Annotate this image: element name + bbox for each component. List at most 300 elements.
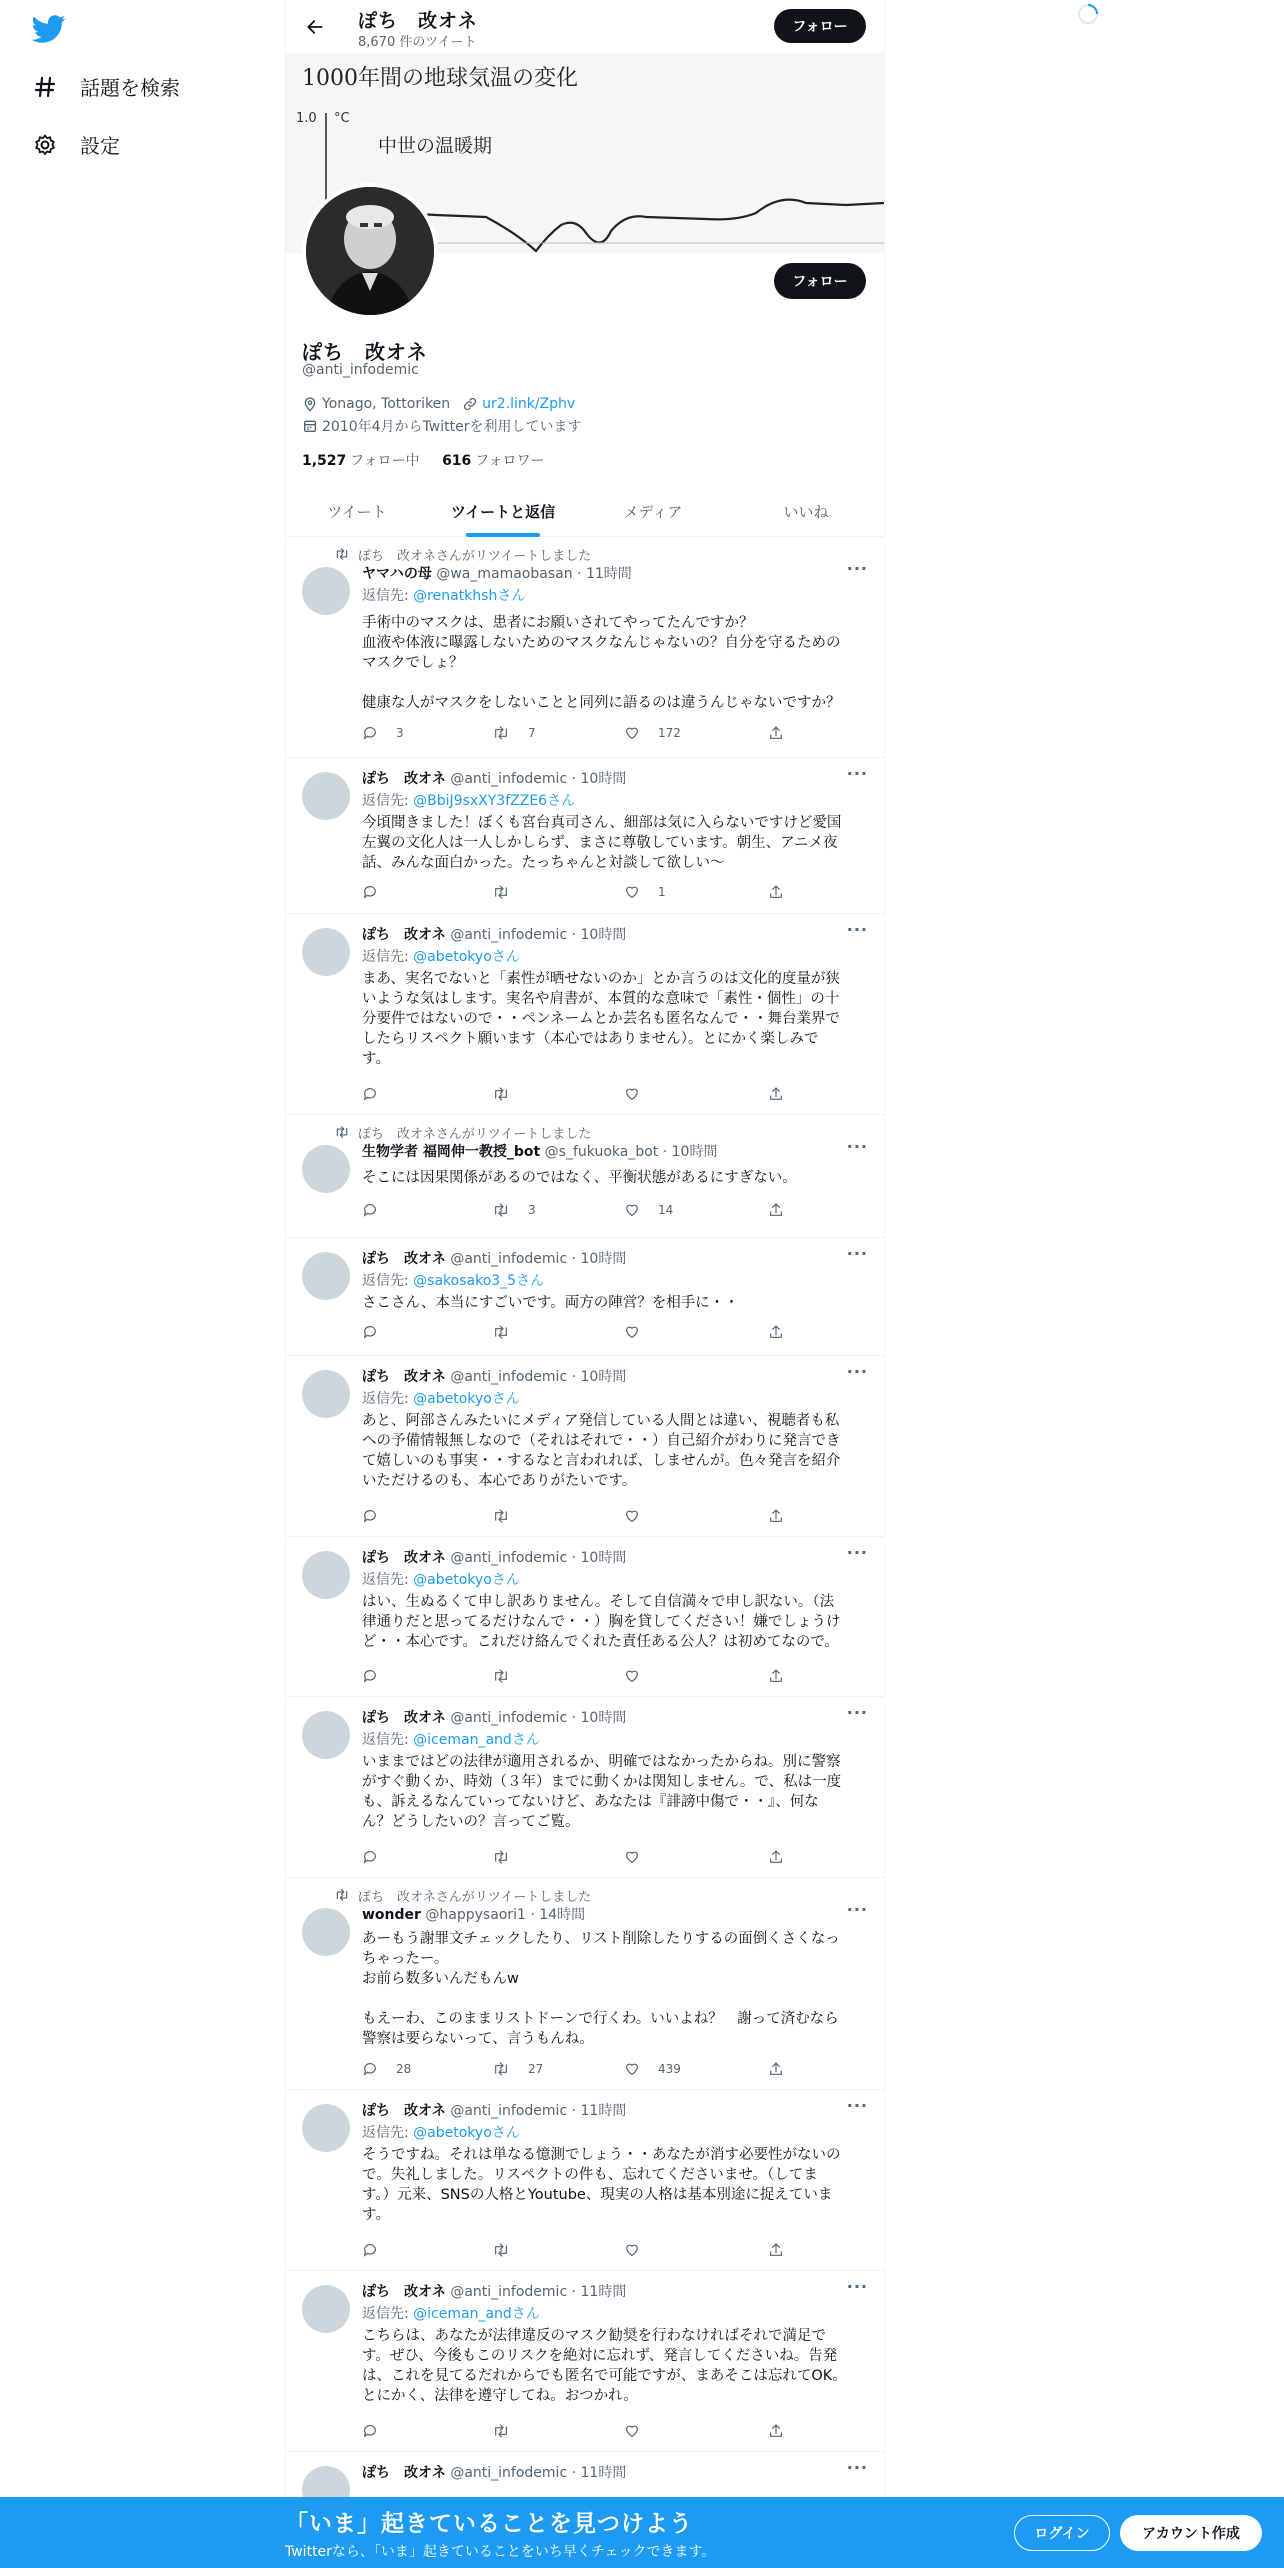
share-button[interactable] [768, 1324, 792, 1340]
like-count: 439 [658, 2062, 681, 2076]
banner-title: 1000年間の地球気温の変化 [302, 66, 578, 91]
reply-to-line [362, 2122, 520, 2142]
reply-to-handle[interactable]: @iceman_and [413, 2306, 512, 2322]
tweet-dot: · [525, 1907, 540, 1923]
back-arrow-icon[interactable] [300, 12, 330, 42]
profile-location: Yonago, Tottoriken [322, 396, 451, 412]
tweet-text: はい、生ぬるくて申し訳ありません。そして自信満々で申し訳ない。（法 律通りだと思ってるだけなんで・・）胸を貸してください！嫌でしょうけ ど・・本心です。これだけ絡んでくれた責任ある公人？は初めてなので。 [362, 1594, 841, 1650]
tweet-time[interactable]: 11時間 [580, 2284, 627, 2300]
tweet-time[interactable]: 10時間 [580, 927, 627, 943]
tweet-author-name[interactable]: ぽち 改オネ [362, 1369, 446, 1385]
more-options-icon[interactable]: ··· [846, 2458, 868, 2477]
tweet-avatar[interactable] [302, 1551, 350, 1599]
followers-count: 616 [442, 453, 472, 469]
tweet-text: まあ、実名でないと「素性が晒せないのか」とか言うのは文化的度量が狭 いような気はします。実名や肩書が、本質的な意味で「素性・個性」の十 分要件ではないので・・ペンネームとか芸名も匿名なんで・・舞台業界で したらリスペクト願います（本心ではありません）。とにかく楽しみで す。 [362, 971, 841, 1067]
share-icon [768, 1202, 792, 1218]
reply-prefix: 返信先: [362, 1572, 414, 1588]
reply-to-handle[interactable]: @sakosako3_5 [413, 1273, 517, 1289]
signup-bottom-bar [0, 2497, 1284, 2568]
reply-suffix: さん [511, 1732, 540, 1748]
heart-icon [624, 1668, 648, 1684]
tweet-author-handle[interactable]: @anti_infodemic [450, 1251, 568, 1267]
followers-link[interactable] [442, 453, 545, 469]
more-options-icon[interactable]: ··· [846, 764, 868, 783]
reply-to-handle[interactable]: @iceman_and [413, 1732, 512, 1748]
tweet-author-name[interactable]: ぽち 改オネ [362, 2284, 446, 2300]
reply-icon [362, 1668, 386, 1684]
tweet-header [362, 1366, 626, 1386]
reply-to-line [362, 1270, 544, 1290]
tweet-actions [362, 1668, 802, 1688]
tweet-author-handle[interactable]: @anti_infodemic [450, 1550, 568, 1566]
retweet-button[interactable] [492, 1086, 528, 1102]
like-button[interactable] [624, 1849, 658, 1865]
reply-button[interactable] [362, 884, 396, 900]
tweet-item[interactable] [286, 758, 884, 914]
reply-button[interactable] [362, 725, 404, 741]
reply-suffix: さん [511, 2306, 540, 2322]
tweet-author-handle[interactable]: @happysaori1 [425, 1907, 526, 1923]
bottom-bar-subtitle: Twitterなら、「いま」起きていることをいち早くチェックできます。 [285, 2544, 716, 2560]
reply-icon [362, 1202, 386, 1218]
tweet-item[interactable] [286, 1356, 884, 1537]
retweet-button[interactable] [492, 1849, 528, 1865]
like-button[interactable] [624, 1086, 658, 1102]
tweet-author-handle[interactable]: @s_fukuoka_bot [544, 1144, 659, 1160]
more-options-icon[interactable]: ··· [846, 1137, 868, 1156]
retweet-count: 7 [528, 726, 536, 740]
profile-meta-row [302, 396, 575, 412]
tweet-text: こちらは、あなたが法律違反のマスク勧奨を行わなければそれで満足で す。ぜひ、今後もこのリスクを絶対に忘れず、発言してくださいね。告発 は、これを見てるだれからでも匿名で可能ですが、まあそこは忘れてOK。 とにかく、法律を遵守してね。おつかれ。 [362, 2328, 847, 2404]
reply-to-line [362, 946, 520, 966]
hashtag-icon [32, 74, 58, 100]
tweet-time[interactable]: 10時間 [580, 1251, 627, 1267]
share-icon [768, 2242, 792, 2258]
retweet-small-icon [334, 1888, 350, 1904]
share-button[interactable] [768, 725, 792, 741]
reply-count: 28 [396, 2062, 412, 2076]
tweet-header [362, 1547, 626, 1567]
tab-label: ツイート [327, 502, 387, 521]
tab-media[interactable] [578, 485, 728, 537]
banner-annotation: 中世の温暖期 [378, 135, 493, 157]
tweet-header [362, 563, 632, 583]
retweet-small-icon [334, 1125, 350, 1141]
tweet-text: さこさん、本当にすごいです。両方の陣営？を相手に・・ [362, 1295, 739, 1311]
like-button[interactable] [624, 884, 666, 900]
tweet-item[interactable] [286, 2090, 884, 2271]
tweet-text: 今頃聞きました！ぼくも宮台真司さん、細部は気に入らないですけど愛国 左翼の文化人は一人しかしらず、まさに尊敬しています。朝生、アニメ夜 話、みんな面白かった。たっちゃんと対談して欲しい～ [362, 815, 842, 871]
heart-icon [624, 1849, 648, 1865]
login-button[interactable]: ログイン [1014, 2515, 1110, 2551]
reply-suffix: さん [491, 949, 520, 965]
tab-label: いいね [783, 502, 829, 521]
retweet-icon [492, 2061, 518, 2077]
retweet-count: 3 [528, 1203, 536, 1217]
retweet-icon [492, 1849, 518, 1865]
more-options-icon[interactable]: ··· [846, 1362, 868, 1381]
more-options-icon[interactable]: ··· [846, 1244, 868, 1263]
share-icon [768, 1668, 792, 1684]
share-icon [768, 1086, 792, 1102]
heart-icon [624, 1324, 648, 1340]
tab-tweets-and-replies[interactable] [428, 485, 578, 537]
tweet-dot: · [567, 2103, 581, 2119]
tweet-dot: · [567, 1369, 581, 1385]
tweet-author-name[interactable]: ぽち 改オネ [362, 2103, 446, 2119]
profile-follow-stats [302, 450, 545, 470]
retweet-button[interactable] [492, 2242, 528, 2258]
reply-to-line [362, 585, 525, 605]
profile-avatar[interactable] [302, 183, 438, 319]
tweet-actions [362, 1202, 802, 1222]
reply-icon [362, 2242, 386, 2258]
tweet-author-handle[interactable]: @anti_infodemic [450, 1369, 568, 1385]
twitter-logo-icon[interactable] [32, 12, 66, 46]
tweet-avatar[interactable] [302, 1711, 350, 1759]
tweet-author-handle[interactable]: @anti_infodemic [450, 1710, 568, 1726]
tweet-author-name[interactable]: ぽち 改オネ [362, 927, 446, 943]
tweet-item[interactable] [286, 914, 884, 1115]
tweet-time[interactable]: 11時間 [585, 566, 632, 582]
tweet-dot: · [658, 1144, 672, 1160]
reply-button[interactable] [362, 2423, 396, 2439]
share-button[interactable] [768, 1668, 792, 1684]
tab-likes[interactable] [728, 485, 884, 537]
heart-icon [624, 2061, 648, 2077]
reply-icon [362, 1849, 386, 1865]
share-button[interactable] [768, 2242, 792, 2258]
tweet-item[interactable] [286, 2271, 884, 2452]
profile-name: ぽち 改オネ [302, 340, 428, 364]
tweet-actions [362, 1849, 802, 1869]
share-icon [768, 1324, 792, 1340]
more-options-icon[interactable]: ··· [846, 920, 868, 939]
more-options-icon[interactable]: ··· [846, 2277, 868, 2296]
retweet-icon [492, 1508, 518, 1524]
reply-to-line [362, 1569, 520, 1589]
like-button[interactable] [624, 725, 681, 741]
tweet-item[interactable] [286, 1697, 884, 1878]
reply-prefix: 返信先: [362, 588, 414, 604]
retweet-icon [492, 2423, 518, 2439]
heart-icon [624, 2423, 648, 2439]
tweet-author-name[interactable]: ぽち 改オネ [362, 1550, 446, 1566]
heart-icon [624, 1086, 648, 1102]
reply-suffix: さん [491, 1572, 520, 1588]
reply-button[interactable] [362, 2242, 396, 2258]
share-button[interactable] [768, 1202, 792, 1218]
tweet-item[interactable] [286, 1878, 884, 2090]
share-icon [768, 2061, 792, 2077]
header-tweet-count: 8,670 件のツイート [358, 35, 477, 50]
retweet-small-icon [334, 547, 350, 563]
tweet-time[interactable]: 11時間 [580, 2103, 627, 2119]
tweet-time[interactable]: 10時間 [580, 771, 627, 787]
retweet-button[interactable] [492, 725, 536, 741]
reply-to-line [362, 1729, 540, 1749]
reply-suffix: さん [547, 793, 576, 809]
banner-unit: °C [334, 111, 350, 126]
tweet-avatar[interactable] [302, 567, 350, 615]
like-button[interactable] [624, 2242, 658, 2258]
like-count: 14 [658, 1203, 674, 1217]
reply-to-line [362, 790, 575, 810]
reply-button[interactable] [362, 1668, 396, 1684]
reply-prefix: 返信先: [362, 1732, 414, 1748]
more-options-icon[interactable]: ··· [846, 1543, 868, 1562]
tweet-avatar[interactable] [302, 1252, 350, 1300]
sidebar-item-explore[interactable] [32, 72, 180, 101]
sidebar-item-settings[interactable] [32, 130, 120, 159]
tweet-avatar[interactable] [302, 1908, 350, 1956]
reply-prefix: 返信先: [362, 2306, 414, 2322]
tweet-header [362, 1248, 626, 1268]
share-icon [768, 1849, 792, 1865]
tweet-author-handle[interactable]: @anti_infodemic [450, 927, 568, 943]
more-options-icon[interactable]: ··· [846, 2096, 868, 2115]
tweet-time[interactable]: 10時間 [580, 1369, 627, 1385]
reply-to-line [362, 1388, 520, 1408]
tweet-item[interactable] [286, 1537, 884, 1697]
tweet-author-name[interactable]: ぽち 改オネ [362, 2465, 446, 2481]
reply-to-handle[interactable]: @BbiJ9sxXY3fZZE6 [413, 793, 548, 809]
heart-icon [624, 1508, 648, 1524]
reply-icon [362, 884, 386, 900]
like-count: 172 [658, 726, 681, 740]
retweet-icon [492, 1086, 518, 1102]
reply-icon [362, 2061, 386, 2077]
heart-icon [624, 884, 648, 900]
tweet-header [362, 768, 626, 788]
reply-suffix: さん [516, 1273, 545, 1289]
retweet-icon [492, 725, 518, 741]
retweet-button[interactable] [492, 1324, 528, 1340]
tweet-avatar[interactable] [302, 1145, 350, 1193]
reply-to-line [362, 2303, 540, 2323]
banner-unit-label: 1.0 [296, 111, 317, 126]
reply-prefix: 返信先: [362, 2125, 414, 2141]
reply-prefix: 返信先: [362, 949, 414, 965]
tweet-item[interactable] [286, 537, 884, 758]
tweet-text: いままではどの法律が適用されるか、明確ではなかったからね。別に警察 がすぐ動くか、時効（３年）までに動くかは関知しません。で、私は一度 も、訴えるなんていってないけど、あなたは『誹謗中傷で・・』、何な ん？どうしたいの？言ってご覧。 [362, 1754, 842, 1830]
profile-joined-row [302, 416, 581, 436]
reply-icon [362, 1324, 386, 1340]
tweet-dot: · [567, 1710, 581, 1726]
tweet-author-handle[interactable]: @wa_mamaobasan [436, 566, 573, 582]
retweet-context [334, 545, 591, 564]
tweet-author-name[interactable]: 生物学者 福岡伸一教授_bot [362, 1144, 541, 1160]
tweet-author-handle[interactable]: @anti_infodemic [450, 771, 568, 787]
reply-icon [362, 1508, 386, 1524]
reply-to-handle[interactable]: @abetokyo [413, 1572, 492, 1588]
more-options-icon[interactable]: ··· [846, 559, 868, 578]
tweet-header [362, 1707, 626, 1727]
reply-prefix: 返信先: [362, 793, 414, 809]
tweet-avatar[interactable] [302, 2104, 350, 2152]
tweet-time[interactable]: 10時間 [580, 1710, 627, 1726]
tweet-item[interactable] [286, 1238, 884, 1356]
tweet-time[interactable]: 10時間 [580, 1550, 627, 1566]
retweet-icon [492, 1324, 518, 1340]
profile-follow-button[interactable]: フォロー [774, 263, 866, 299]
retweet-icon [492, 1668, 518, 1684]
tab-label: ツイートと返信 [450, 502, 556, 521]
heart-icon [624, 2242, 648, 2258]
tweet-author-handle[interactable]: @anti_infodemic [450, 2465, 568, 2481]
like-count: 1 [658, 885, 666, 899]
like-button[interactable] [624, 1202, 673, 1218]
tweet-actions [362, 884, 802, 904]
retweet-icon [492, 884, 518, 900]
tweet-author-handle[interactable]: @anti_infodemic [450, 2284, 568, 2300]
tweet-avatar[interactable] [302, 772, 350, 820]
tweet-text: そうですね。それは単なる憶測でしょう・・あなたが消す必要性がないの で。失礼しました。リスペクトの件も、忘れてくださいませ。（してま す。）元来、SNSの人格とYoutube、現実の人格は基本別途に捉えていま す。 [362, 2147, 841, 2223]
tweet-header [362, 2462, 626, 2482]
tweet-dot: · [567, 1251, 581, 1267]
share-button[interactable] [768, 1849, 792, 1865]
share-button[interactable] [768, 2061, 792, 2077]
reply-to-handle[interactable]: @abetokyo [413, 949, 492, 965]
tweet-author-name[interactable]: wonder [362, 1907, 421, 1923]
location-pin-icon [302, 396, 318, 412]
reply-button[interactable] [362, 1508, 396, 1524]
header-follow-button[interactable]: フォロー [774, 9, 866, 43]
reply-suffix: さん [491, 2125, 520, 2141]
loading-spinner-icon [1076, 2, 1100, 26]
share-icon [768, 1508, 792, 1524]
reply-button[interactable] [362, 1086, 396, 1102]
reply-count: 3 [396, 726, 404, 740]
more-options-icon[interactable]: ··· [846, 1900, 868, 1919]
share-button[interactable] [768, 1086, 792, 1102]
tweet-dot: · [567, 771, 581, 787]
profile-handle: @anti_infodemic [302, 362, 419, 378]
tweet-header [362, 2281, 626, 2301]
retweeted-by-text: ぽち 改オネさんがリツイートしました [358, 1890, 592, 1905]
like-button[interactable] [624, 1668, 658, 1684]
retweet-button[interactable] [492, 884, 528, 900]
more-options-icon[interactable]: ··· [846, 1703, 868, 1722]
tweet-avatar[interactable] [302, 2285, 350, 2333]
share-button[interactable] [768, 884, 792, 900]
tweet-dot: · [567, 1550, 581, 1566]
tweet-actions [362, 1508, 802, 1528]
retweet-count: 27 [528, 2062, 544, 2076]
retweet-context [334, 1886, 591, 1905]
tweet-actions [362, 1086, 802, 1106]
followers-label: フォロワー [475, 453, 545, 469]
tweet-header [362, 1141, 717, 1161]
tweet-text: そこには因果関係があるのではなく、平衡状態があるにすぎない。 [362, 1170, 797, 1186]
retweet-context [334, 1123, 591, 1142]
reply-to-handle[interactable]: @abetokyo [413, 2125, 492, 2141]
link-icon [462, 396, 478, 412]
heart-icon [624, 1202, 648, 1218]
reply-suffix: さん [491, 1391, 520, 1407]
profile-header-bar [286, 0, 884, 53]
tweet-avatar[interactable] [302, 1370, 350, 1418]
tab-label: メディア [623, 502, 683, 521]
reply-button[interactable] [362, 2061, 411, 2077]
share-button[interactable] [768, 1508, 792, 1524]
tweet-author-name[interactable]: ヤマハの母 [362, 566, 432, 582]
tab-tweets[interactable] [286, 485, 428, 537]
sidebar-item-label: 設定 [80, 134, 120, 158]
reply-prefix: 返信先: [362, 1273, 414, 1289]
tweet-header [362, 1904, 585, 1924]
like-button[interactable] [624, 1324, 658, 1340]
retweet-button[interactable] [492, 1508, 528, 1524]
like-button[interactable] [624, 2423, 658, 2439]
tweet-time[interactable]: 11時間 [580, 2465, 627, 2481]
gear-icon [32, 132, 58, 158]
tweet-dot: · [572, 566, 586, 582]
profile-column [285, 0, 885, 2568]
retweet-button[interactable] [492, 2061, 543, 2077]
reply-to-handle[interactable]: @renatkhsh [413, 588, 498, 604]
tweet-actions [362, 725, 802, 745]
tweet-avatar[interactable] [302, 928, 350, 976]
retweeted-by-text: ぽち 改オネさんがリツイートしました [358, 1127, 592, 1142]
reply-button[interactable] [362, 1849, 396, 1865]
retweet-button[interactable] [492, 2423, 528, 2439]
tweet-item[interactable] [286, 1115, 884, 1238]
reply-prefix: 返信先: [362, 1391, 414, 1407]
reply-to-handle[interactable]: @abetokyo [413, 1391, 492, 1407]
retweeted-by-text: ぽち 改オネさんがリツイートしました [358, 549, 592, 564]
following-count: 1,527 [302, 453, 347, 469]
tweet-time[interactable]: 14時間 [539, 1907, 586, 1923]
retweet-icon [492, 1202, 518, 1218]
reply-icon [362, 1086, 386, 1102]
retweet-button[interactable] [492, 1668, 528, 1684]
tweet-author-name[interactable]: ぽち 改オネ [362, 1710, 446, 1726]
reply-button[interactable] [362, 1202, 396, 1218]
share-icon [768, 884, 792, 900]
sidebar-item-label: 話題を検索 [80, 76, 180, 100]
following-link[interactable] [302, 453, 420, 469]
tweet-header [362, 924, 626, 944]
reply-button[interactable] [362, 1324, 396, 1340]
profile-url-link[interactable]: ur2.link/Zphv [482, 396, 576, 412]
profile-joined-date: 2010年4月からTwitterを利用しています [322, 419, 582, 435]
signup-button[interactable]: アカウント作成 [1120, 2515, 1262, 2551]
tweet-author-name[interactable]: ぽち 改オネ [362, 1251, 446, 1267]
tweet-dot: · [567, 2284, 581, 2300]
following-label: フォロー中 [350, 453, 420, 469]
reply-suffix: さん [497, 588, 526, 604]
tweet-dot: · [567, 927, 581, 943]
like-button[interactable] [624, 1508, 658, 1524]
retweet-button[interactable] [492, 1202, 536, 1218]
tweet-text: あーもう謝罪文チェックしたり、リスト削除したりするの面倒くさくなっ ちゃったー。 お前ら数多いんだもんw もえーわ、このままリストドーンで行くわ。いいよね？ 謝って済むなら 警察は要らないって、言うもんね。 [362, 1931, 840, 2047]
tweet-text: あと、阿部さんみたいにメディア発信している人間とは違い、視聴者も私 への予備情報無しなので（それはそれで・・）自己紹介がわりに発言でき て嬉しいのも事実・・するなと言われれば、しませんが。色々発言を紹介 いただけるのも、本心でありがたいです。 [362, 1413, 841, 1489]
like-button[interactable] [624, 2061, 681, 2077]
calendar-icon [302, 418, 318, 434]
header-profile-name: ぽち 改オネ [358, 10, 478, 32]
share-button[interactable] [768, 2423, 792, 2439]
tweet-author-handle[interactable]: @anti_infodemic [450, 2103, 568, 2119]
tweet-header [362, 2100, 626, 2120]
reply-icon [362, 2423, 386, 2439]
retweet-icon [492, 2242, 518, 2258]
bottom-bar-title: 「いま」起きていることを見つけよう [285, 2511, 693, 2537]
tweet-actions [362, 2061, 802, 2081]
tweet-time[interactable]: 10時間 [671, 1144, 718, 1160]
tweet-author-name[interactable]: ぽち 改オネ [362, 771, 446, 787]
heart-icon [624, 725, 648, 741]
